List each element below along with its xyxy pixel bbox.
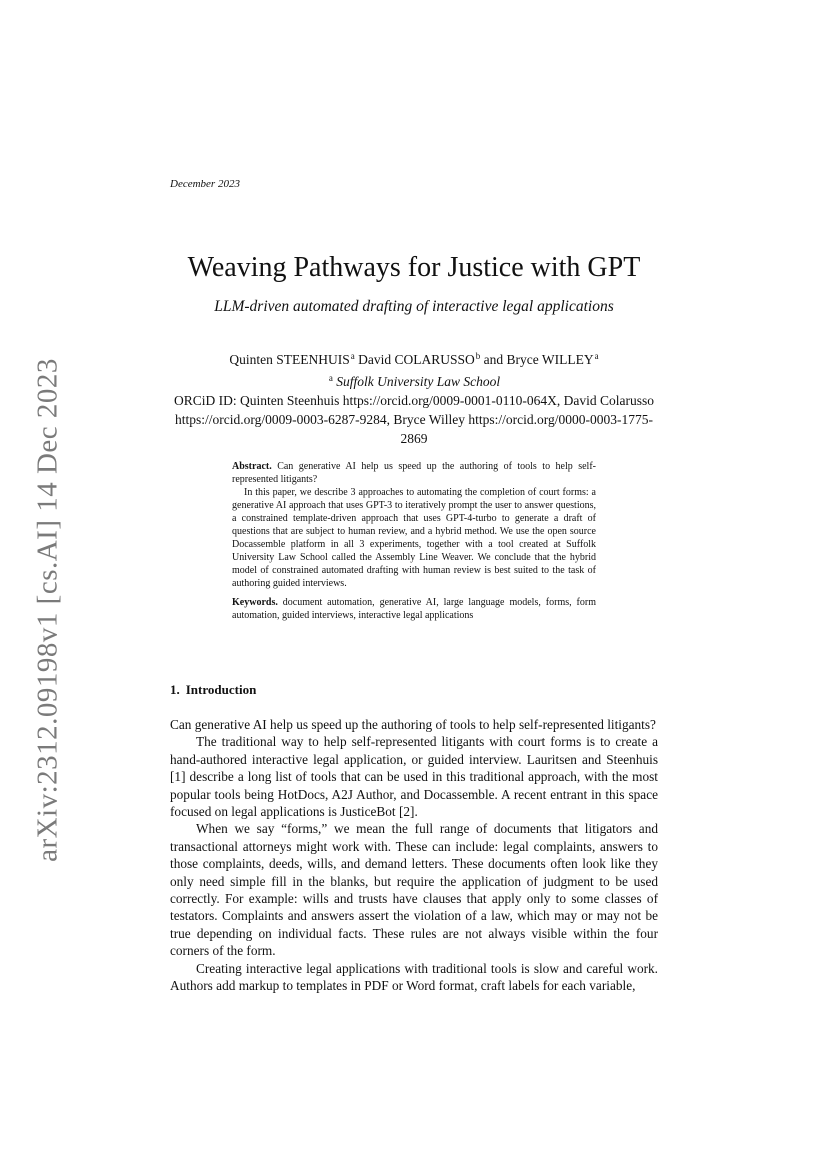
abstract-lead-paragraph bbox=[232, 460, 596, 486]
author-name: David COLARUSSO bbox=[358, 352, 475, 367]
section-title: Introduction bbox=[185, 682, 257, 697]
author-name: Quinten STEENHUIS bbox=[229, 352, 350, 367]
body-paragraph: Can generative AI help us speed up the authoring of tools to help self-represented litigants? bbox=[170, 717, 656, 732]
affiliation bbox=[170, 369, 658, 391]
section-heading bbox=[170, 682, 256, 698]
author-affiliation-mark: a bbox=[350, 351, 355, 361]
keywords-text: document automation, generative AI, large language models, forms, form automation, guided interviews, interactive legal applications bbox=[232, 597, 596, 621]
abstract-lead-text: Can generative AI help us speed up the authoring of tools to help self-represented litigants? bbox=[232, 461, 596, 485]
author-block bbox=[170, 347, 658, 448]
affiliation-name: Suffolk University Law School bbox=[336, 374, 501, 389]
body-paragraph: The traditional way to help self-represented litigants with court forms is to create a hand-authored interactive legal application, or guided interview. Lauritsen and Steenhuis [1] describe a long list of tools that can be used in this traditional approach, with the most popular tools being HotDocs, A2J Author, and Docassemble. A recent entrant in this space focused on legal applications is JusticeBot [2]. bbox=[170, 734, 658, 820]
abstract-label: Abstract. bbox=[232, 461, 272, 472]
affiliation-mark: a bbox=[328, 373, 333, 383]
paper-title: Weaving Pathways for Justice with GPT bbox=[187, 252, 641, 283]
paper-subtitle: LLM-driven automated drafting of interactive legal applications bbox=[214, 298, 614, 315]
abstract-body: In this paper, we describe 3 approaches to automating the completion of court forms: a generative AI approach that uses GPT-3 to iteratively prompt the user to answer questions, a constrained template-driven approach that uses GPT-4-turbo to generate a draft of questions that are subject to human review, and a hybrid method. We use the open source Docassemble platform in all 3 experiments, together with a tool created at Suffolk University Law School called the Assembly Line Weaver. We conclude that the hybrid model of constrained automated drafting with human review is best suited to the task of authoring guided interviews. bbox=[232, 487, 596, 589]
author-name: Bryce WILLEY bbox=[506, 352, 594, 367]
section-body bbox=[170, 716, 658, 995]
author-conjunction: and bbox=[483, 352, 504, 367]
arxiv-identifier: arXiv:2312.09198v1 [cs.AI] 14 Dec 2023 bbox=[31, 358, 64, 862]
author-affiliation-mark: a bbox=[594, 351, 599, 361]
abstract bbox=[232, 460, 596, 622]
keywords bbox=[232, 596, 596, 622]
section-number: 1. bbox=[170, 682, 180, 697]
author-list bbox=[170, 347, 658, 369]
body-paragraph: When we say “forms,” we mean the full range of documents that litigators and transactional attorneys might work with. These can include: legal complaints, answers to those complaints, deeds, wills, and demand letters. These documents often look like they only need simple fill in the blanks, but require the application of judgment to be used correctly. For example: wills and trusts have clauses that apply only to some classes of testators. Complaints and answers assert the violation of a law, which may or may not be true depending on individual facts. These rules are not always visible within the four corners of the form. bbox=[170, 821, 658, 959]
publication-date: December 2023 bbox=[170, 178, 240, 190]
body-paragraph: Creating interactive legal applications with traditional tools is slow and careful work. Authors add markup to templates in PDF or Word format, craft labels for each variable, bbox=[170, 960, 658, 994]
keywords-label: Keywords. bbox=[232, 597, 278, 608]
orcid-ids: ORCiD ID: Quinten Steenhuis https://orcid.org/0009-0001-0110-064X, David Colarusso https://orcid.org/0009-0003-6287-9284, Bryce Willey https://orcid.org/0000-0003-1775-2869 bbox=[174, 393, 654, 446]
author-affiliation-mark: b bbox=[475, 351, 481, 361]
